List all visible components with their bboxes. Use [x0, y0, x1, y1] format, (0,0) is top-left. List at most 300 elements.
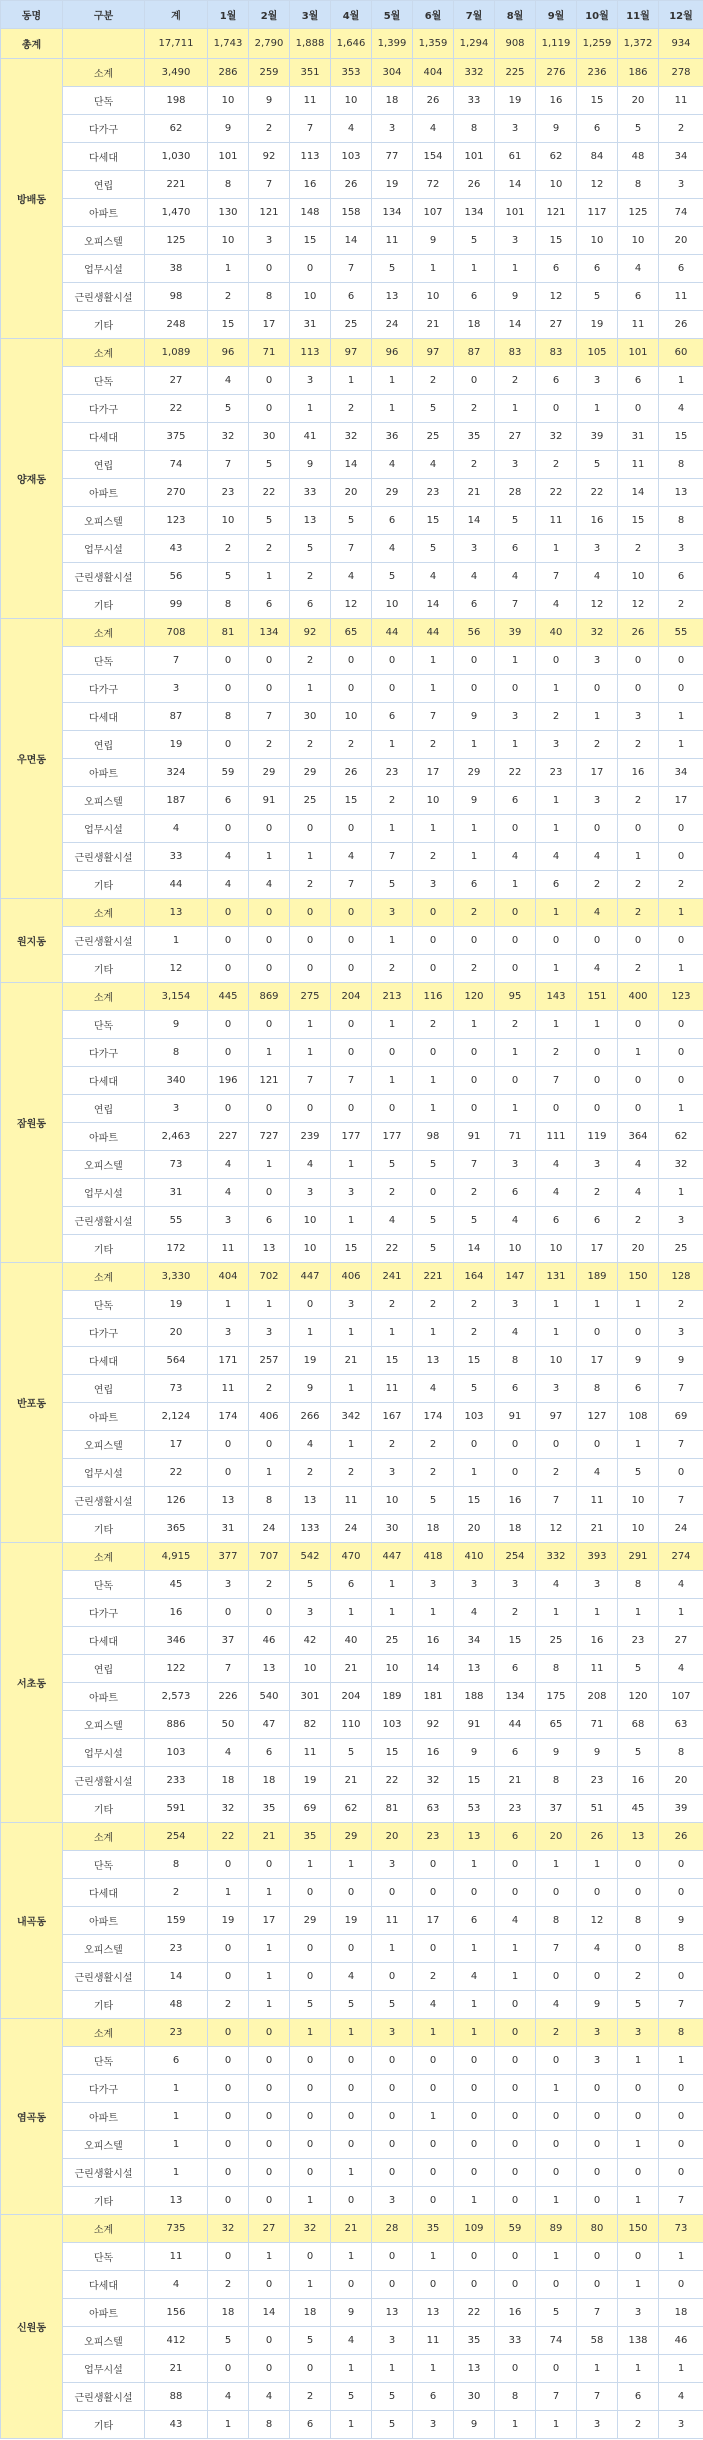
- table-row: [1, 2103, 703, 2131]
- value-cell: 14: [331, 451, 372, 479]
- category-label: 오피스텔: [63, 227, 145, 255]
- value-cell: 377: [208, 1543, 249, 1571]
- value-cell: 9: [290, 1375, 331, 1403]
- table-row: [1, 1123, 703, 1151]
- value-cell: 82: [290, 1711, 331, 1739]
- value-cell: 2,124: [145, 1403, 208, 1431]
- value-cell: 1: [413, 815, 454, 843]
- total-cell: 2,790: [249, 29, 290, 59]
- category-label: 기타: [63, 1515, 145, 1543]
- value-cell: 6: [413, 2383, 454, 2411]
- value-cell: 1: [618, 1599, 659, 1627]
- value-cell: 0: [290, 899, 331, 927]
- value-cell: 406: [249, 1403, 290, 1431]
- value-cell: 0: [249, 1851, 290, 1879]
- value-cell: 8: [454, 115, 495, 143]
- table-row: [1, 2075, 703, 2103]
- dong-name: 방배동: [1, 59, 63, 339]
- value-cell: 0: [372, 1095, 413, 1123]
- category-label: 근린생활시설: [63, 1963, 145, 1991]
- value-cell: 0: [618, 675, 659, 703]
- value-cell: 0: [454, 1067, 495, 1095]
- value-cell: 9: [454, 2411, 495, 2439]
- value-cell: 12: [536, 283, 577, 311]
- value-cell: 131: [536, 1263, 577, 1291]
- value-cell: 0: [454, 2243, 495, 2271]
- value-cell: 2: [249, 731, 290, 759]
- value-cell: 2: [145, 1879, 208, 1907]
- value-cell: 0: [618, 2103, 659, 2131]
- value-cell: 1: [495, 1039, 536, 1067]
- value-cell: 1,089: [145, 339, 208, 367]
- category-label: 다가구: [63, 1039, 145, 1067]
- value-cell: 158: [331, 199, 372, 227]
- value-cell: 1: [454, 2019, 495, 2047]
- subtotal-row: [1, 59, 703, 87]
- value-cell: 1: [413, 1599, 454, 1627]
- value-cell: 0: [577, 2271, 618, 2299]
- value-cell: 4: [331, 2327, 372, 2355]
- value-cell: 8: [618, 1571, 659, 1599]
- value-cell: 0: [249, 955, 290, 983]
- value-cell: 13: [249, 1655, 290, 1683]
- value-cell: 4: [495, 1907, 536, 1935]
- value-cell: 1: [413, 2103, 454, 2131]
- total-cell: 1,743: [208, 29, 249, 59]
- value-cell: 134: [454, 199, 495, 227]
- value-cell: 62: [145, 115, 208, 143]
- value-cell: 0: [249, 675, 290, 703]
- value-cell: 62: [659, 1123, 703, 1151]
- value-cell: 0: [659, 2131, 703, 2159]
- value-cell: 1: [618, 843, 659, 871]
- value-cell: 0: [413, 899, 454, 927]
- value-cell: 1: [249, 1459, 290, 1487]
- category-label: 소계: [63, 983, 145, 1011]
- value-cell: 286: [208, 59, 249, 87]
- value-cell: 1: [413, 1319, 454, 1347]
- value-cell: 0: [659, 843, 703, 871]
- value-cell: 5: [413, 1487, 454, 1515]
- table-row: [1, 1067, 703, 1095]
- value-cell: 221: [145, 171, 208, 199]
- value-cell: 18: [249, 1767, 290, 1795]
- dong-name: 반포동: [1, 1263, 63, 1543]
- value-cell: 23: [536, 759, 577, 787]
- value-cell: 0: [495, 2047, 536, 2075]
- value-cell: 134: [249, 619, 290, 647]
- value-cell: 4: [454, 1599, 495, 1627]
- value-cell: 97: [331, 339, 372, 367]
- value-cell: 1: [454, 815, 495, 843]
- value-cell: 1: [413, 2243, 454, 2271]
- value-cell: 2: [454, 955, 495, 983]
- value-cell: 4: [577, 563, 618, 591]
- value-cell: 0: [454, 2075, 495, 2103]
- value-cell: 2: [413, 1963, 454, 1991]
- value-cell: 5: [372, 2383, 413, 2411]
- value-cell: 37: [536, 1795, 577, 1823]
- value-cell: 1: [290, 395, 331, 423]
- value-cell: 10: [536, 1347, 577, 1375]
- total-label: 총계: [1, 29, 63, 59]
- value-cell: 150: [618, 2215, 659, 2243]
- value-cell: 174: [413, 1403, 454, 1431]
- value-cell: 2: [618, 899, 659, 927]
- value-cell: 0: [331, 1879, 372, 1907]
- value-cell: 23: [208, 479, 249, 507]
- category-label: 기타: [63, 955, 145, 983]
- value-cell: 2: [290, 871, 331, 899]
- category-label: 근린생활시설: [63, 843, 145, 871]
- value-cell: 2: [536, 1459, 577, 1487]
- value-cell: 5: [249, 451, 290, 479]
- value-cell: 0: [536, 2271, 577, 2299]
- value-cell: 189: [372, 1683, 413, 1711]
- value-cell: 0: [372, 2159, 413, 2187]
- value-cell: 74: [145, 451, 208, 479]
- value-cell: 22: [577, 479, 618, 507]
- value-cell: 4: [331, 843, 372, 871]
- value-cell: 0: [208, 1459, 249, 1487]
- table-row: [1, 1935, 703, 1963]
- value-cell: 9: [145, 1011, 208, 1039]
- value-cell: 5: [454, 1207, 495, 1235]
- value-cell: 0: [290, 927, 331, 955]
- category-label: 소계: [63, 2019, 145, 2047]
- table-row: [1, 1739, 703, 1767]
- value-cell: 254: [495, 1543, 536, 1571]
- value-cell: 3: [372, 1851, 413, 1879]
- value-cell: 91: [454, 1711, 495, 1739]
- value-cell: 31: [208, 1515, 249, 1543]
- value-cell: 14: [454, 507, 495, 535]
- value-cell: 6: [454, 1907, 495, 1935]
- value-cell: 3: [372, 2019, 413, 2047]
- value-cell: 0: [618, 815, 659, 843]
- value-cell: 0: [659, 815, 703, 843]
- value-cell: 50: [208, 1711, 249, 1739]
- value-cell: 8: [495, 1347, 536, 1375]
- value-cell: 275: [290, 983, 331, 1011]
- value-cell: 0: [208, 2243, 249, 2271]
- value-cell: 9: [618, 1347, 659, 1375]
- value-cell: 6: [618, 2383, 659, 2411]
- value-cell: 71: [495, 1123, 536, 1151]
- value-cell: 97: [413, 339, 454, 367]
- value-cell: 42: [290, 1627, 331, 1655]
- value-cell: 9: [454, 1739, 495, 1767]
- value-cell: 4: [331, 1963, 372, 1991]
- value-cell: 4: [372, 1207, 413, 1235]
- value-cell: 1: [249, 563, 290, 591]
- value-cell: 4: [659, 1655, 703, 1683]
- total-cell: 1,259: [577, 29, 618, 59]
- value-cell: 11: [577, 1487, 618, 1515]
- value-cell: 0: [208, 1599, 249, 1627]
- table-row: [1, 1487, 703, 1515]
- value-cell: 8: [208, 591, 249, 619]
- value-cell: 134: [372, 199, 413, 227]
- value-cell: 1: [495, 395, 536, 423]
- value-cell: 1: [290, 1851, 331, 1879]
- value-cell: 0: [208, 2187, 249, 2215]
- value-cell: 0: [495, 1067, 536, 1095]
- table-row: [1, 1207, 703, 1235]
- value-cell: 2: [618, 731, 659, 759]
- value-cell: 71: [577, 1711, 618, 1739]
- value-cell: 2: [659, 871, 703, 899]
- value-cell: 13: [413, 2299, 454, 2327]
- value-cell: 1: [413, 675, 454, 703]
- value-cell: 120: [618, 1683, 659, 1711]
- value-cell: 0: [536, 395, 577, 423]
- value-cell: 30: [372, 1515, 413, 1543]
- value-cell: 10: [331, 703, 372, 731]
- dong-name: 우면동: [1, 619, 63, 899]
- value-cell: 3: [372, 115, 413, 143]
- value-cell: 9: [331, 2299, 372, 2327]
- value-cell: 1: [577, 1011, 618, 1039]
- value-cell: 1: [249, 843, 290, 871]
- value-cell: 6: [454, 283, 495, 311]
- value-cell: 16: [413, 1739, 454, 1767]
- value-cell: 18: [454, 311, 495, 339]
- value-cell: 0: [618, 1319, 659, 1347]
- value-cell: 21: [331, 2215, 372, 2243]
- value-cell: 4: [536, 1179, 577, 1207]
- value-cell: 21: [577, 1515, 618, 1543]
- value-cell: 15: [577, 87, 618, 115]
- value-cell: 0: [577, 2187, 618, 2215]
- value-cell: 5: [331, 1991, 372, 2019]
- value-cell: 0: [659, 2159, 703, 2187]
- value-cell: 6: [290, 591, 331, 619]
- value-cell: 0: [495, 675, 536, 703]
- value-cell: 25: [413, 423, 454, 451]
- value-cell: 7: [331, 1067, 372, 1095]
- value-cell: 15: [372, 1739, 413, 1767]
- value-cell: 0: [290, 255, 331, 283]
- value-cell: 5: [413, 1235, 454, 1263]
- value-cell: 3: [618, 703, 659, 731]
- value-cell: 5: [618, 115, 659, 143]
- value-cell: 46: [249, 1627, 290, 1655]
- category-label: 아파트: [63, 479, 145, 507]
- value-cell: 0: [495, 1431, 536, 1459]
- value-cell: 0: [413, 2271, 454, 2299]
- value-cell: 2: [413, 1459, 454, 1487]
- category-label: 아파트: [63, 1907, 145, 1935]
- value-cell: 4: [331, 563, 372, 591]
- value-cell: 30: [290, 703, 331, 731]
- value-cell: 4: [208, 1739, 249, 1767]
- table-row: [1, 2383, 703, 2411]
- value-cell: 1: [290, 2187, 331, 2215]
- value-cell: 22: [372, 1235, 413, 1263]
- value-cell: 16: [618, 1767, 659, 1795]
- value-cell: 91: [454, 1123, 495, 1151]
- value-cell: 0: [331, 647, 372, 675]
- value-cell: 0: [290, 2355, 331, 2383]
- value-cell: 8: [659, 2019, 703, 2047]
- value-cell: 301: [290, 1683, 331, 1711]
- value-cell: 69: [290, 1795, 331, 1823]
- category-label: 근린생활시설: [63, 1767, 145, 1795]
- value-cell: 0: [495, 2271, 536, 2299]
- value-cell: 13: [454, 1823, 495, 1851]
- category-label: 단독: [63, 1571, 145, 1599]
- dong-name: 원지동: [1, 899, 63, 983]
- value-cell: 7: [331, 535, 372, 563]
- value-cell: 8: [249, 283, 290, 311]
- subtotal-row: [1, 1263, 703, 1291]
- value-cell: 29: [454, 759, 495, 787]
- value-cell: 32: [208, 1795, 249, 1823]
- value-cell: 0: [495, 1879, 536, 1907]
- table-row: [1, 1655, 703, 1683]
- value-cell: 133: [290, 1515, 331, 1543]
- value-cell: 1: [249, 1963, 290, 1991]
- value-cell: 2: [495, 1599, 536, 1627]
- category-label: 업무시설: [63, 1459, 145, 1487]
- value-cell: 0: [208, 2131, 249, 2159]
- value-cell: 22: [372, 1767, 413, 1795]
- value-cell: 3: [145, 675, 208, 703]
- value-cell: 0: [208, 1431, 249, 1459]
- value-cell: 0: [290, 1095, 331, 1123]
- value-cell: 10: [577, 227, 618, 255]
- table-row: [1, 1431, 703, 1459]
- value-cell: 2: [249, 115, 290, 143]
- value-cell: 29: [249, 759, 290, 787]
- value-cell: 1: [659, 367, 703, 395]
- value-cell: 0: [249, 2327, 290, 2355]
- table-row: [1, 311, 703, 339]
- category-label: 아파트: [63, 1403, 145, 1431]
- value-cell: 0: [618, 1851, 659, 1879]
- value-cell: 0: [618, 647, 659, 675]
- value-cell: 43: [145, 535, 208, 563]
- value-cell: 0: [413, 2159, 454, 2187]
- value-cell: 227: [208, 1123, 249, 1151]
- value-cell: 69: [659, 1403, 703, 1431]
- value-cell: 107: [659, 1683, 703, 1711]
- value-cell: 171: [208, 1347, 249, 1375]
- category-label: 다세대: [63, 423, 145, 451]
- value-cell: 6: [454, 591, 495, 619]
- value-cell: 121: [249, 1067, 290, 1095]
- total-cell: 17,711: [145, 29, 208, 59]
- value-cell: 7: [145, 647, 208, 675]
- value-cell: 27: [145, 367, 208, 395]
- value-cell: 1: [290, 675, 331, 703]
- value-cell: 68: [618, 1711, 659, 1739]
- value-cell: 1: [618, 2187, 659, 2215]
- category-label: 업무시설: [63, 2355, 145, 2383]
- value-cell: 0: [249, 2019, 290, 2047]
- value-cell: 3: [577, 2411, 618, 2439]
- value-cell: 10: [618, 1487, 659, 1515]
- value-cell: 1: [372, 1571, 413, 1599]
- value-cell: 4: [208, 1151, 249, 1179]
- value-cell: 37: [208, 1627, 249, 1655]
- value-cell: 7: [536, 1487, 577, 1515]
- value-cell: 188: [454, 1683, 495, 1711]
- value-cell: 126: [145, 1487, 208, 1515]
- value-cell: 1: [331, 1851, 372, 1879]
- value-cell: 38: [145, 255, 208, 283]
- value-cell: 291: [618, 1543, 659, 1571]
- value-cell: 1: [577, 2355, 618, 2383]
- value-cell: 127: [577, 1403, 618, 1431]
- table-row: [1, 171, 703, 199]
- dong-name: 양재동: [1, 339, 63, 619]
- value-cell: 3: [495, 451, 536, 479]
- value-cell: 0: [290, 1291, 331, 1319]
- value-cell: 0: [618, 1879, 659, 1907]
- value-cell: 18: [208, 1767, 249, 1795]
- value-cell: 6: [618, 367, 659, 395]
- subtotal-row: [1, 2215, 703, 2243]
- value-cell: 22: [536, 479, 577, 507]
- value-cell: 8: [536, 1767, 577, 1795]
- category-label: 다세대: [63, 1879, 145, 1907]
- value-cell: 4: [659, 395, 703, 423]
- value-cell: 134: [495, 1683, 536, 1711]
- value-cell: 7: [372, 843, 413, 871]
- value-cell: 447: [290, 1263, 331, 1291]
- value-cell: 32: [413, 1767, 454, 1795]
- value-cell: 87: [454, 339, 495, 367]
- value-cell: 1: [331, 2355, 372, 2383]
- value-cell: 0: [372, 2271, 413, 2299]
- value-cell: 0: [536, 2131, 577, 2159]
- value-cell: 11: [290, 1739, 331, 1767]
- value-cell: 4: [413, 115, 454, 143]
- value-cell: 4: [577, 955, 618, 983]
- value-cell: 6: [495, 787, 536, 815]
- table-row: [1, 2327, 703, 2355]
- total-cell: 1,646: [331, 29, 372, 59]
- value-cell: 4: [536, 1571, 577, 1599]
- table-row: [1, 2411, 703, 2439]
- value-cell: 8: [536, 1655, 577, 1683]
- value-cell: 0: [618, 2075, 659, 2103]
- value-cell: 0: [208, 2103, 249, 2131]
- value-cell: 0: [413, 1879, 454, 1907]
- value-cell: 22: [249, 479, 290, 507]
- value-cell: 13: [659, 479, 703, 507]
- value-cell: 14: [249, 2299, 290, 2327]
- value-cell: 5: [372, 2411, 413, 2439]
- value-cell: 0: [454, 1039, 495, 1067]
- value-cell: 34: [659, 143, 703, 171]
- value-cell: 13: [145, 899, 208, 927]
- table-row: [1, 759, 703, 787]
- value-cell: 0: [536, 1879, 577, 1907]
- value-cell: 19: [208, 1907, 249, 1935]
- value-cell: 3: [577, 367, 618, 395]
- category-label: 다가구: [63, 2075, 145, 2103]
- value-cell: 1: [495, 2411, 536, 2439]
- value-cell: 7: [536, 1067, 577, 1095]
- value-cell: 34: [454, 1627, 495, 1655]
- value-cell: 239: [290, 1123, 331, 1151]
- value-cell: 0: [290, 1935, 331, 1963]
- value-cell: 32: [208, 423, 249, 451]
- value-cell: 20: [454, 1515, 495, 1543]
